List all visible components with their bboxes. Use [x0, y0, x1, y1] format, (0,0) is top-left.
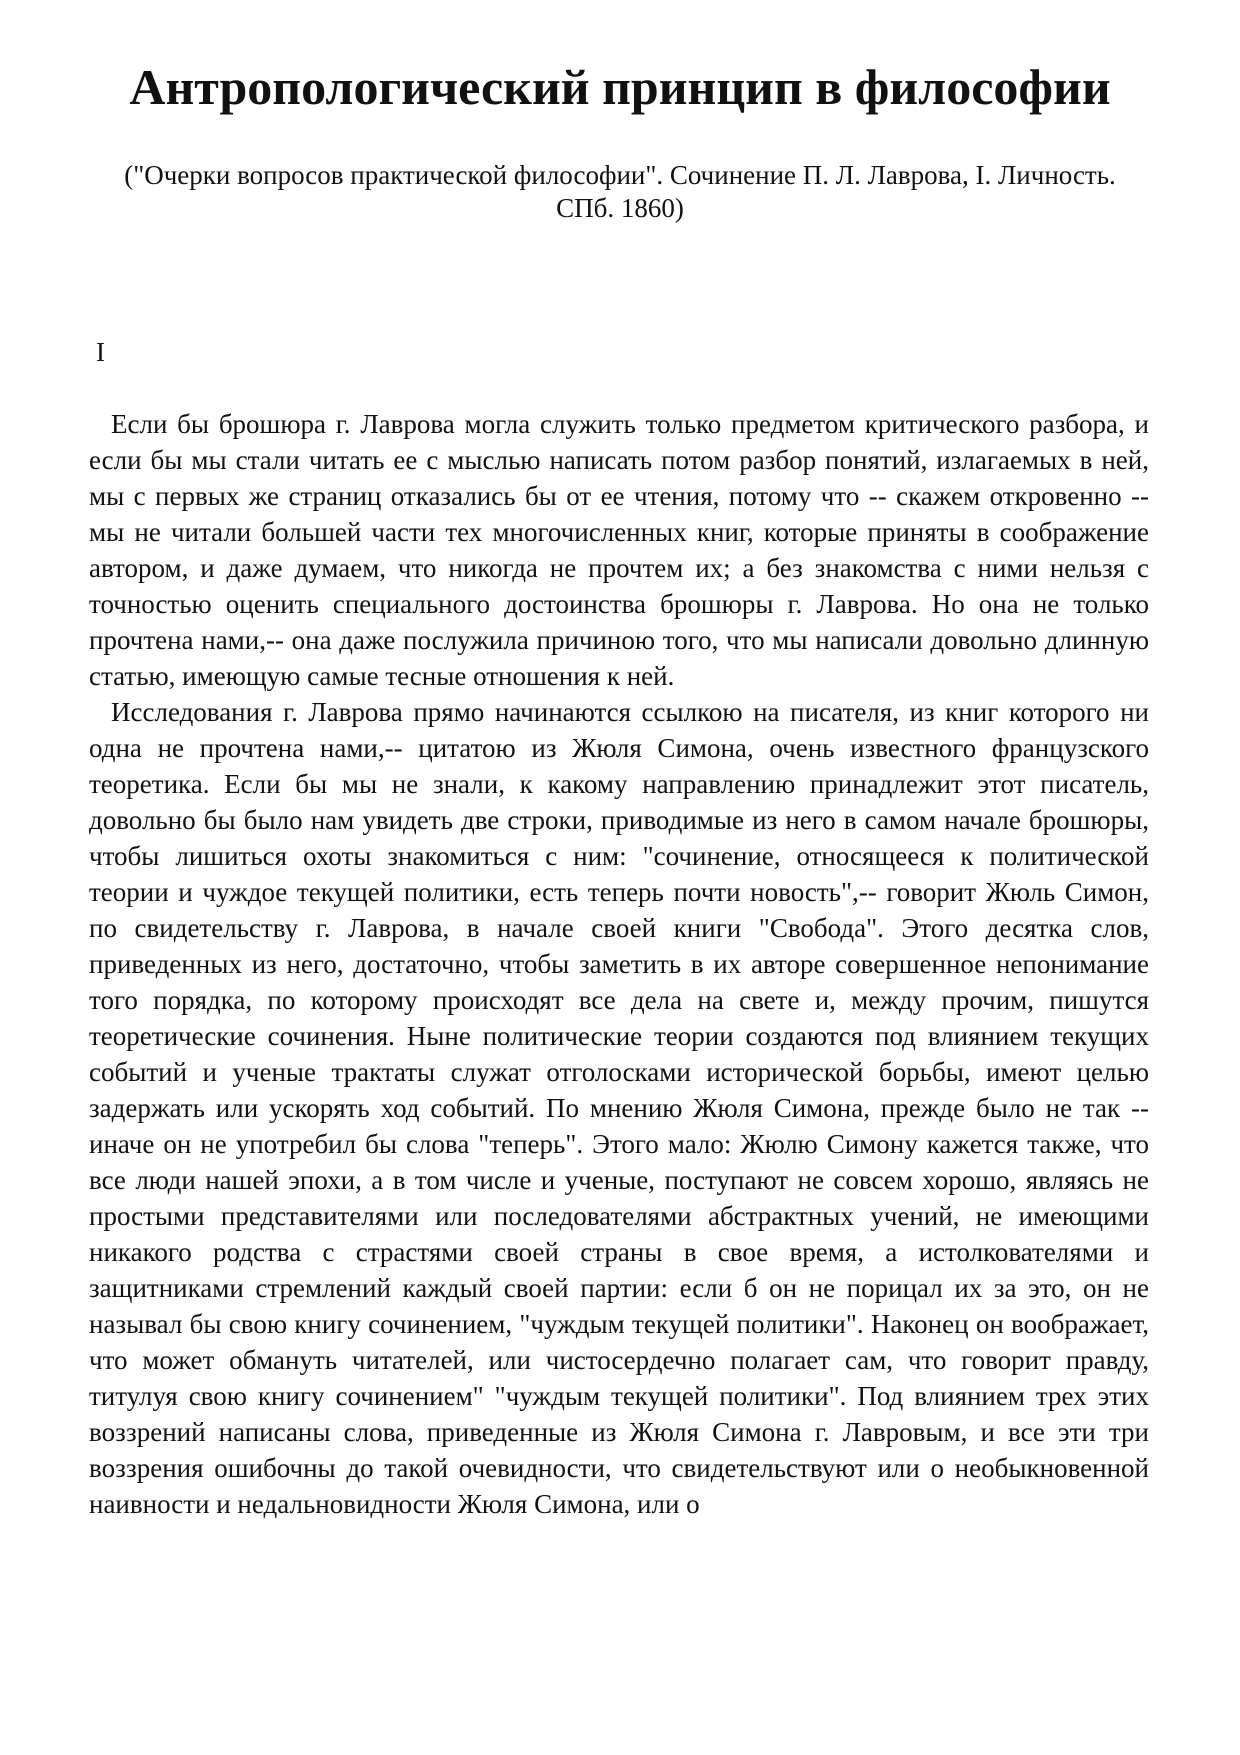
body-text: [89, 406, 1149, 1522]
document-title: Антропологический принцип в философии: [129, 59, 1111, 115]
document-subtitle: ("Очерки вопросов практической философии". Сочинение П. Л. Лаврова, I. Личность. СПб. 1860): [124, 160, 1116, 223]
paragraph: Если бы брошюра г. Лаврова могла служить только предметом критического разбора, и если бы мы стали читать ее с мыслью написать потом разбор понятий, излагаемых в ней, мы с первых же страниц отказались бы от ее чтения, потому что -- скажем откровенно -- мы не читали большей части тех многочисленных книг, которые приняты в соображение автором, и даже думаем, что никогда не прочтем их; а без знакомства с ними нельзя с точностью оценить специального достоинства брошюры г. Лаврова. Но она не только прочтена нами,-- она даже послужила причиною того, что мы написали довольно длинную статью, имеющую самые тесные отношения к ней.: [89, 409, 1149, 691]
section-number: I: [96, 337, 105, 367]
paragraph: Исследования г. Лаврова прямо начинаются ссылкою на писателя, из книг которого ни одна не прочтена нами,-- цитатою из Жюля Симона, очень известного французского теоретика. Если бы мы не знали, к какому направлению принадлежит этот писатель, довольно бы было нам увидеть две строки, приводимые из него в самом начале брошюры, чтобы лишиться охоты знакомиться с ним: "сочинение, относящееся к политической теории и чуждое текущей политики, есть теперь почти новость",-- говорит Жюль Симон, по свидетельству г. Лаврова, в начале своей книги "Свобода". Этого десятка слов, приведенных из него, достаточно, чтобы заметить в их авторе совершенное непонимание того порядка, по которому происходят все дела на свете и, между прочим, пишутся теоретические сочинения. Ныне политические теории создаются под влиянием текущих событий и ученые трактаты служат отголосками исторической борьбы, имеют целью задержать или ускорять ход событий. По мнению Жюля Симона, прежде было не так -- иначе он не употребил бы слова "теперь". Этого мало: Жюлю Симону кажется также, что все люди нашей эпохи, а в том числе и ученые, поступают не совсем хорошо, являясь не простыми представителями или последователями абстрактных учений, не имеющими никакого родства с страстями своей страны в свое время, а истолкователями и защитниками стремлений каждый своей партии: если б он не порицал их за это, он не называл бы свою книгу сочинением, "чуждым текущей политики". Наконец он воображает, что может обмануть читателей, или чистосердечно полагает сам, что говорит правду, титулуя свою книгу сочинением" "чуждым текущей политики". Под влиянием трех этих воззрений написаны слова, приведенные из Жюля Симона г. Лавровым, и все эти три воззрения ошибочны до такой очевидности, что свидетельствуют или о необыкновенной наивности и недальновидности Жюля Симона, или о: [89, 697, 1149, 1519]
